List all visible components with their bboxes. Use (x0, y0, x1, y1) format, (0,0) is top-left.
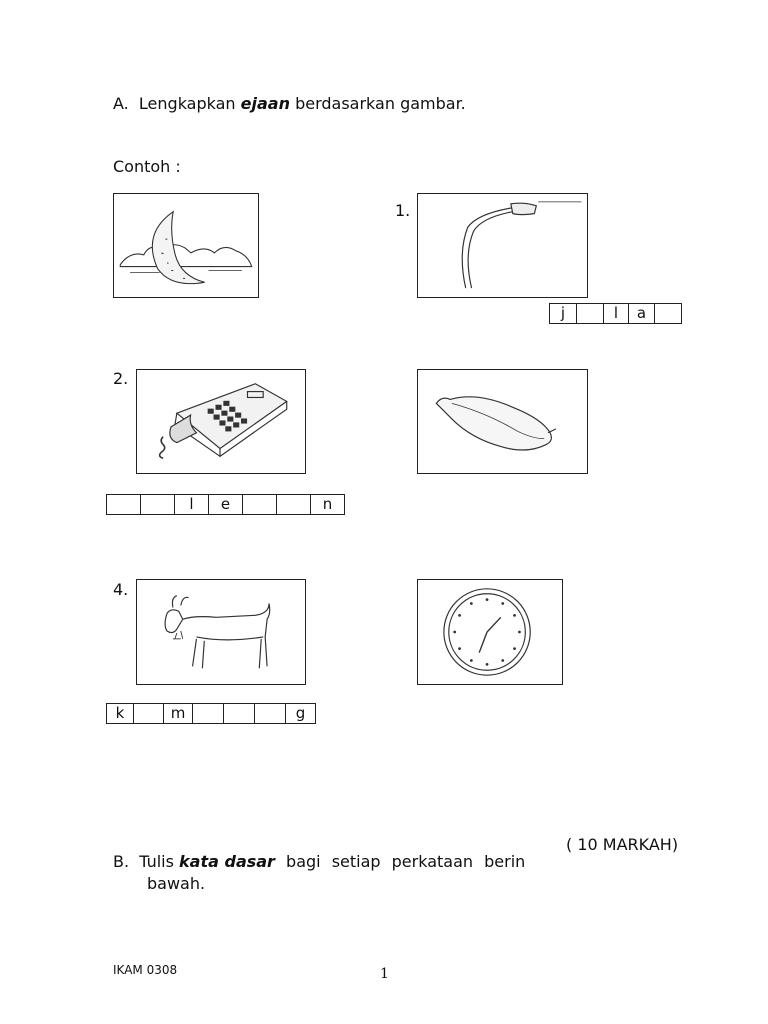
letter-box[interactable] (141, 494, 175, 515)
letter-box[interactable] (655, 303, 682, 324)
section-letter: B. (113, 852, 130, 871)
page-number: 1 (380, 966, 389, 982)
question-number: 4. (113, 580, 129, 599)
section-b-heading (113, 852, 525, 872)
letter-box[interactable]: l (175, 494, 209, 515)
letter-box[interactable] (224, 703, 255, 724)
instruction-emphasis: ejaan (240, 94, 290, 113)
letter-box[interactable] (107, 494, 141, 515)
moon-picture (113, 193, 259, 298)
letter-box[interactable] (255, 703, 286, 724)
letter-box[interactable]: a (629, 303, 655, 324)
letter-box[interactable] (193, 703, 224, 724)
lamp-picture (417, 193, 588, 298)
footer-code: IKAM 0308 (113, 963, 178, 977)
section-a-heading (113, 94, 466, 114)
clock-picture (417, 579, 563, 685)
goat-picture (136, 579, 306, 685)
letter-box[interactable]: j (550, 303, 577, 324)
banana-picture (417, 369, 588, 474)
letter-box[interactable]: m (164, 703, 193, 724)
letter-box[interactable] (243, 494, 277, 515)
instruction-text-end: bagi setiap perkataan berin (274, 852, 526, 871)
letter-box[interactable]: e (209, 494, 243, 515)
letter-box[interactable]: n (311, 494, 345, 515)
letter-boxes (106, 703, 316, 724)
instruction-text: Lengkapkan (138, 94, 241, 113)
section-letter: A. (113, 94, 129, 113)
telephone-picture (136, 369, 306, 474)
letter-boxes (549, 303, 682, 324)
instruction-text: Tulis (139, 852, 180, 871)
letter-box[interactable] (577, 303, 604, 324)
letter-box[interactable] (134, 703, 164, 724)
example-label: Contoh : (113, 157, 181, 176)
instruction-continuation: bawah. (147, 874, 206, 893)
letter-box[interactable]: k (107, 703, 134, 724)
instruction-emphasis: kata dasar (179, 852, 275, 871)
letter-box[interactable]: l (604, 303, 629, 324)
letter-boxes (106, 494, 345, 515)
marks-label: ( 10 MARKAH) (566, 835, 679, 854)
instruction-text-end: berdasarkan gambar. (289, 94, 466, 113)
letter-box[interactable] (277, 494, 311, 515)
question-number: 1. (395, 201, 411, 220)
letter-box[interactable]: g (286, 703, 316, 724)
question-number: 2. (113, 369, 129, 388)
